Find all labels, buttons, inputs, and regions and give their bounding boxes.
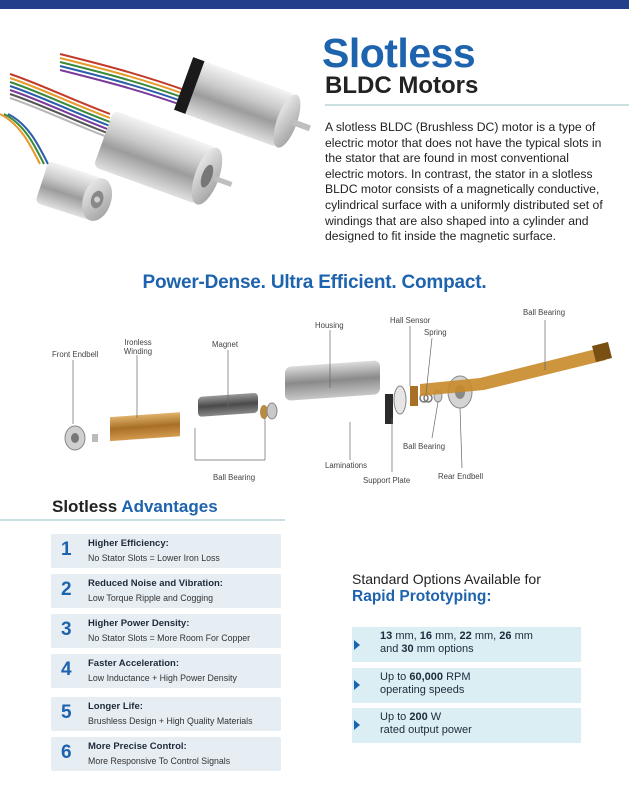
advantage-heading: Reduced Noise and Vibration:: [88, 578, 223, 589]
label-support-plate: Support Plate: [363, 476, 411, 485]
option-speed-text: Up to 60,000 RPM operating speeds: [380, 671, 471, 696]
advantage-heading: Longer Life:: [88, 701, 143, 712]
advantage-description: No Stator Slots = Lower Iron Loss: [88, 553, 220, 563]
advantages-heading-plain: Slotless: [52, 497, 118, 516]
option-sizes: [352, 627, 581, 662]
label-front-endbell: Front Endbell: [52, 350, 99, 359]
arrow-icon: [354, 720, 360, 730]
advantage-item: [51, 574, 281, 608]
label-housing: Housing: [315, 321, 344, 330]
arrow-icon: [354, 680, 360, 690]
top-accent-bar: [0, 0, 629, 9]
options-heading-accent: Rapid Prototyping:: [352, 588, 492, 605]
label-ball-bearing-top: Ball Bearing: [523, 308, 566, 317]
advantage-number: 5: [61, 702, 72, 723]
label-rear-endbell: Rear Endbell: [438, 472, 484, 481]
option-sizes-text: 13 mm, 16 mm, 22 mm, 26 mm and 30 mm options: [380, 630, 533, 655]
label-magnet: Magnet: [212, 340, 239, 349]
advantage-description: More Responsive To Control Signals: [88, 756, 231, 766]
page-subtitle: BLDC Motors: [325, 72, 479, 99]
title-divider: [325, 104, 629, 106]
label-hall-sensor: Hall Sensor: [390, 316, 431, 325]
advantage-item: [51, 614, 281, 648]
label-laminations: Laminations: [325, 461, 368, 470]
advantage-number: 6: [61, 742, 72, 763]
advantage-heading: More Precise Control:: [88, 741, 187, 752]
intro-paragraph: A slotless BLDC (Brushless DC) motor is a type of electric motor that does not have the typical slots in the stator that are found in most conventional electric motors. In contrast, the stator in a slotless BLDC motor consists of a magnetically conductive, cylindrical surface with a uniformly distributed set of windings that are also shaped into a cylinder and designed to fit inside the magnetic surface.: [325, 120, 603, 244]
advantage-description: No Stator Slots = More Room For Copper: [88, 633, 251, 643]
page-title: Slotless: [322, 30, 476, 76]
advantage-description: Brushless Design + High Quality Materials: [88, 716, 253, 726]
arrow-icon: [354, 640, 360, 650]
advantage-item: [51, 534, 281, 568]
option-speed: [352, 668, 581, 703]
motors-photo: [0, 14, 320, 254]
advantage-heading: Faster Acceleration:: [88, 658, 179, 669]
label-spring: Spring: [424, 328, 447, 337]
exploded-motor-diagram: [40, 300, 620, 495]
advantage-item: [51, 697, 281, 731]
advantage-number: 2: [61, 579, 72, 600]
options-heading: Standard Options Available for: [352, 571, 541, 587]
advantage-heading: Higher Efficiency:: [88, 538, 169, 549]
advantage-description: Low Inductance + High Power Density: [88, 673, 237, 683]
tagline: Power-Dense. Ultra Efficient. Compact.: [142, 272, 487, 293]
label-ironless-winding: Ironless Winding: [123, 338, 153, 356]
label-ball-bearing-right: Ball Bearing: [403, 442, 446, 451]
advantage-number: 1: [61, 539, 72, 560]
advantage-description: Low Torque Ripple and Cogging: [88, 593, 214, 603]
advantages-divider: [0, 519, 285, 521]
advantage-number: 3: [61, 619, 72, 640]
option-power: [352, 708, 581, 743]
advantage-number: 4: [61, 659, 72, 680]
label-ball-bearing-bottom: Ball Bearing: [213, 473, 256, 482]
advantages-heading: [52, 497, 218, 517]
advantage-item: [51, 737, 281, 771]
advantages-heading-accent: Advantages: [121, 497, 218, 516]
advantage-heading: Higher Power Density:: [88, 618, 190, 629]
advantage-item: [51, 654, 281, 688]
option-power-text: Up to 200 W rated output power: [380, 711, 472, 736]
